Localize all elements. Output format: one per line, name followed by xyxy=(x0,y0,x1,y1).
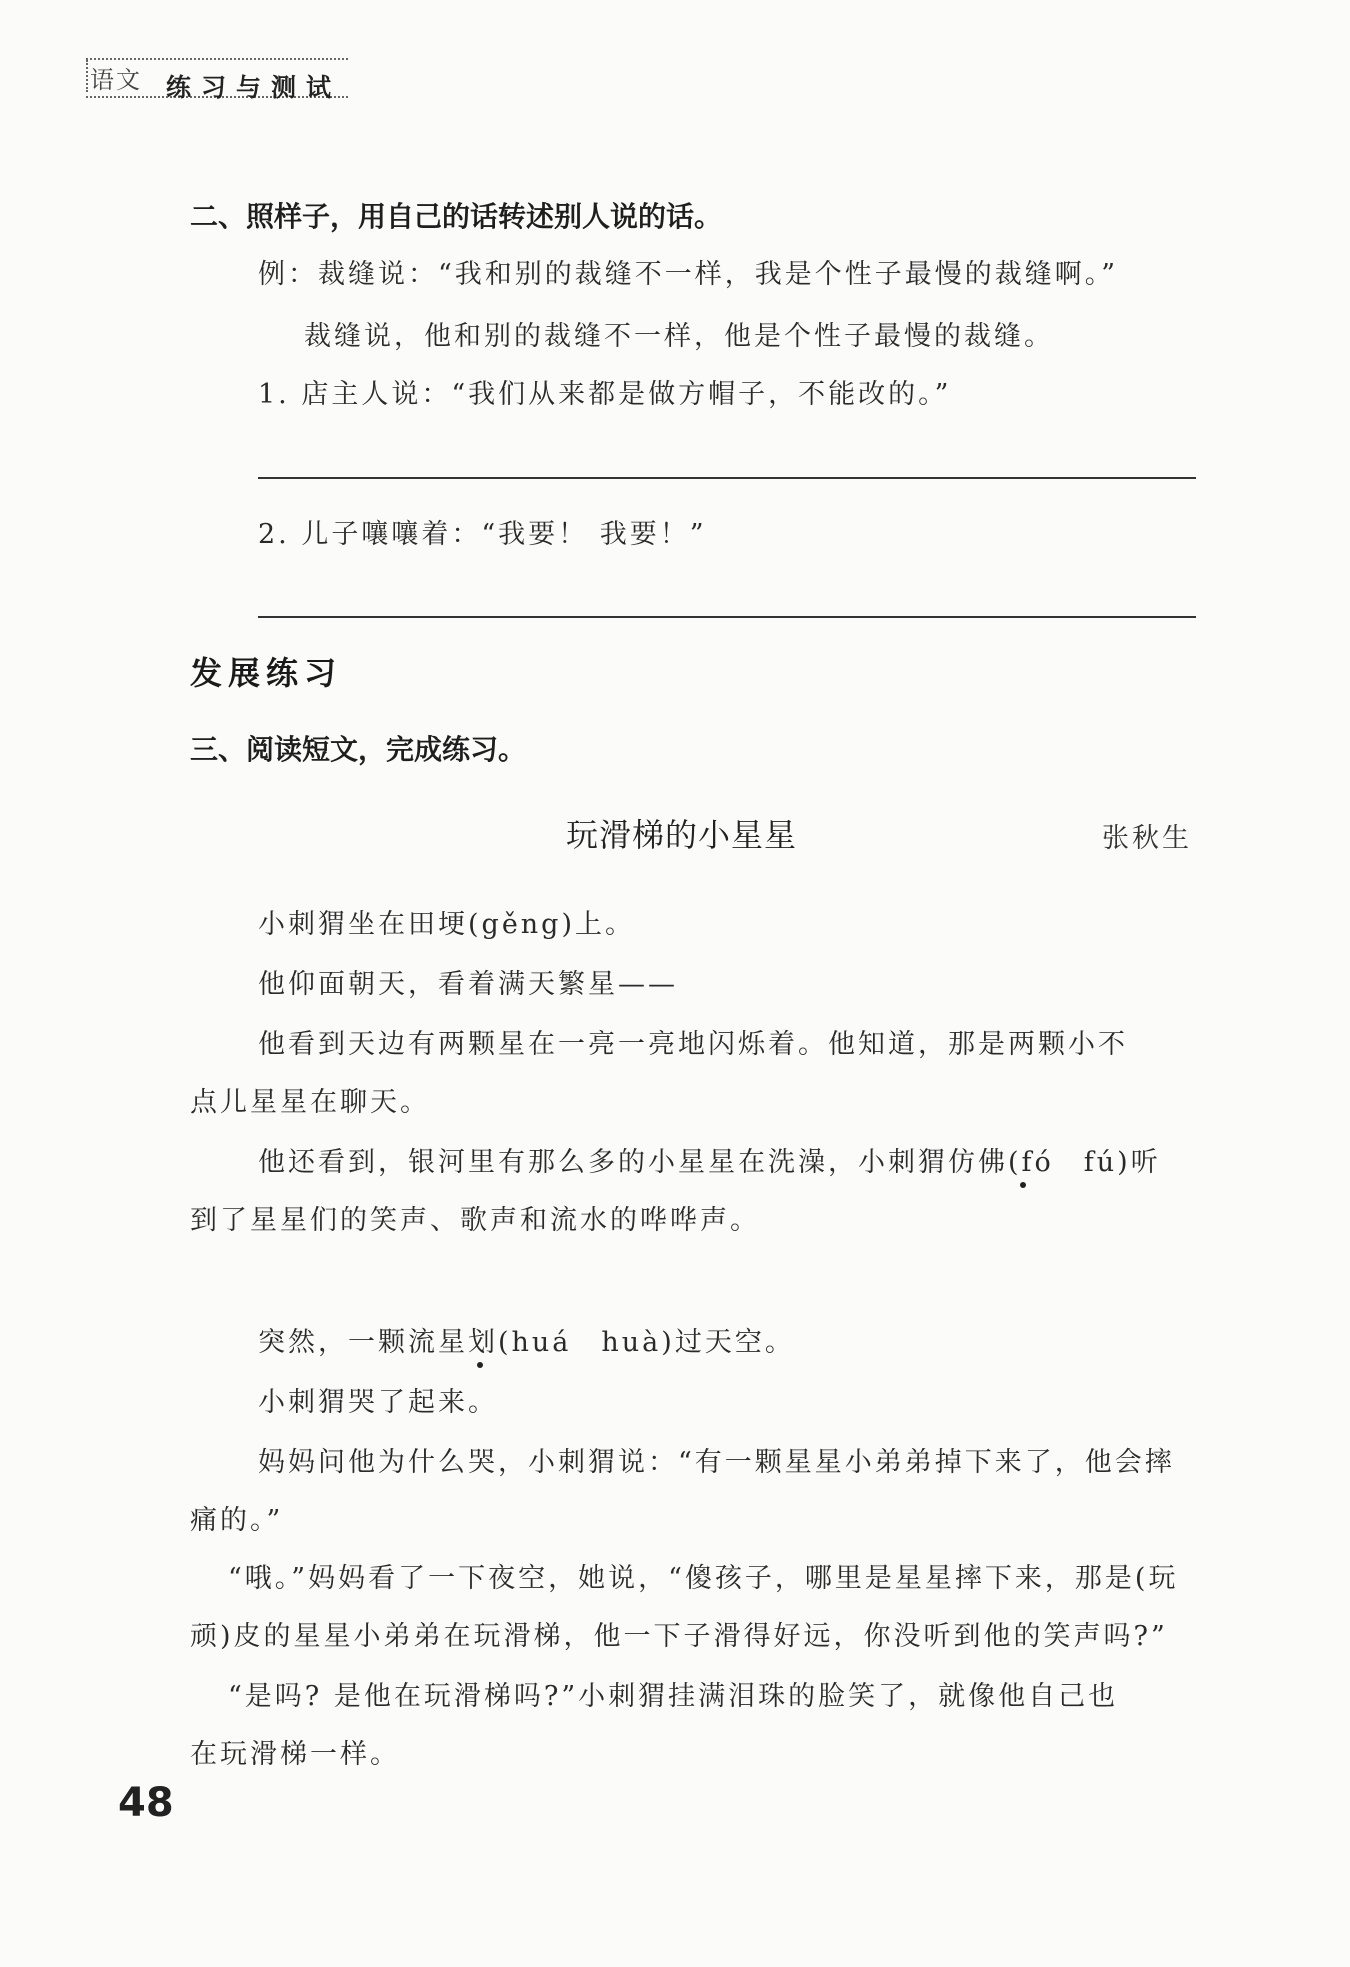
section2-heading: 二、照样子，用自己的话转述别人说的话。 xyxy=(190,200,723,233)
story-author: 张秋生 xyxy=(1102,823,1192,854)
story-line: 在玩滑梯一样。 xyxy=(190,1739,400,1770)
story-line: 他仰面朝天，看着满天繁星—— xyxy=(258,969,678,1000)
story-line: 到了星星们的笑声、歌声和流水的哗哗声。 xyxy=(190,1205,760,1236)
story-line: 他看到天边有两颗星在一亮一亮地闪烁着。他知道，那是两颗小不 xyxy=(258,1029,1128,1060)
header-subject: 语文 xyxy=(90,66,142,94)
development-heading: 发展练习 xyxy=(190,654,343,692)
story-line: “是吗? 是他在玩滑梯吗?”小刺猬挂满泪珠的脸笑了，就像他自己也 xyxy=(228,1681,1119,1712)
page-number: 48 xyxy=(118,1780,174,1826)
story-line: 他还看到，银河里有那么多的小星星在洗澡，小刺猬仿佛(fó fú)听 xyxy=(258,1147,1161,1178)
story-line: 小刺猬哭了起来。 xyxy=(258,1387,498,1418)
question-2: 2. 儿子嚷嚷着：“我要！ 我要！” xyxy=(258,519,707,550)
story-line: 突然，一颗流星划(huá huà)过天空。 xyxy=(258,1327,795,1358)
example-answer: 裁缝说，他和别的裁缝不一样，他是个性子最慢的裁缝。 xyxy=(304,321,1054,352)
story-line: “哦。”妈妈看了一下夜空，她说，“傻孩子，哪里是星星摔下来，那是(玩 xyxy=(228,1563,1179,1594)
answer-line-1[interactable] xyxy=(258,477,1196,479)
story-line: 痛的。” xyxy=(190,1505,284,1536)
section3-heading: 三、阅读短文，完成练习。 xyxy=(190,733,527,766)
story-line: 顽)皮的星星小弟弟在玩滑梯，他一下子滑得好远，你没听到他的笑声吗?” xyxy=(190,1621,1168,1652)
story-line: 点儿星星在聊天。 xyxy=(190,1087,430,1118)
example-quote: 例：裁缝说：“我和别的裁缝不一样，我是个性子最慢的裁缝啊。” xyxy=(258,259,1119,290)
answer-line-2[interactable] xyxy=(258,616,1196,618)
story-line: 妈妈问他为什么哭，小刺猬说：“有一颗星星小弟弟掉下来了，他会摔 xyxy=(258,1447,1175,1478)
story-title: 玩滑梯的小星星 xyxy=(566,816,798,854)
question-1: 1. 店主人说：“我们从来都是做方帽子，不能改的。” xyxy=(258,379,952,410)
emphasis-dot xyxy=(1020,1182,1026,1188)
story-line: 小刺猬坐在田埂(gěng)上。 xyxy=(258,909,636,940)
header-book-title: 练习与测试 xyxy=(166,73,342,102)
emphasis-dot xyxy=(477,1362,483,1368)
